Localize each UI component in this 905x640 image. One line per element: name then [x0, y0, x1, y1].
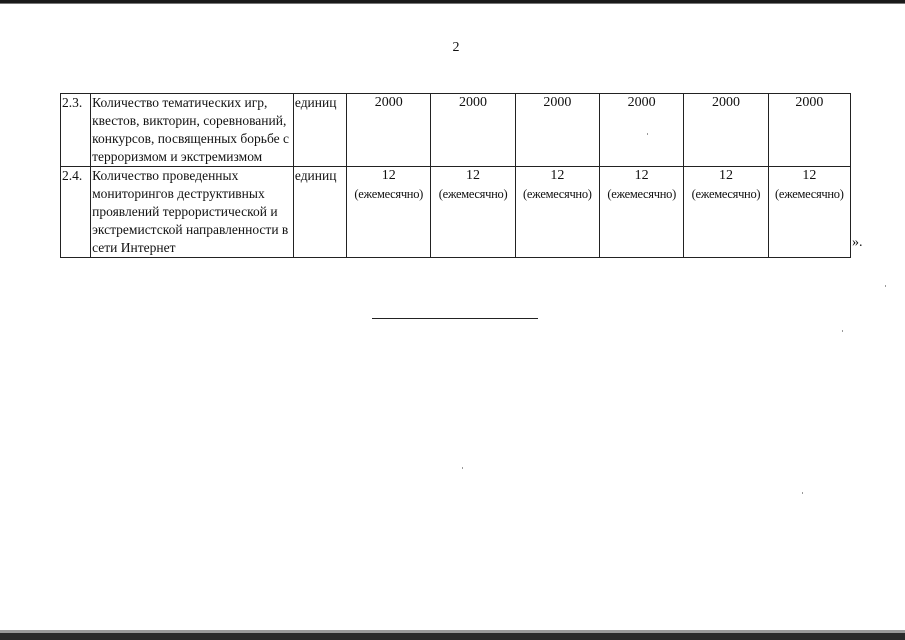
row-value: 12	[634, 168, 649, 183]
row-value-note: (ежемесячно)	[523, 187, 592, 201]
table-row	[61, 94, 851, 167]
row-number: 2.4.	[61, 167, 91, 258]
scan-edge-top-shadow	[0, 3, 905, 4]
row-value-cell	[684, 167, 768, 258]
scan-speck	[647, 133, 648, 135]
table-row	[61, 167, 851, 258]
row-value-cell	[347, 167, 431, 258]
page-number: 2	[452, 40, 460, 55]
row-value-cell	[515, 167, 599, 258]
row-value-note: (ежемесячно)	[775, 187, 844, 201]
row-unit: единиц	[293, 94, 346, 167]
row-value-cell	[600, 167, 684, 258]
scan-speck	[462, 467, 463, 469]
row-value: 12	[466, 168, 481, 183]
row-value: 2000	[347, 94, 431, 167]
closing-quote: ».	[852, 235, 863, 250]
row-value: 12	[381, 168, 396, 183]
row-value-note: (ежемесячно)	[691, 187, 761, 201]
row-value: 2000	[768, 94, 850, 167]
row-value-cell	[768, 167, 850, 258]
row-number: 2.3.	[61, 94, 91, 167]
indicators-table	[60, 93, 851, 258]
row-value-note: (ежемесячно)	[354, 187, 424, 201]
row-value: 2000	[515, 94, 599, 167]
row-description: Количество тематических игр, квестов, викторин, соревнований, конкурсов, посвященных борьбе с терроризмом и экстремизмом	[91, 94, 294, 167]
row-value: 2000	[431, 94, 515, 167]
row-value: 12	[550, 168, 565, 183]
separator-line	[372, 318, 538, 319]
row-value: 12	[802, 168, 817, 183]
row-value-note: (ежемесячно)	[607, 187, 676, 201]
row-value: 2000	[684, 94, 768, 167]
row-value: 12	[718, 168, 733, 183]
scan-edge-bottom	[0, 633, 905, 640]
scan-speck	[885, 285, 886, 287]
row-unit: единиц	[293, 167, 346, 258]
row-description: Количество проведенных мониторингов деструктивных проявлений террористической и экстремистской направленности в сети Интернет	[91, 167, 294, 258]
scan-speck	[842, 330, 843, 332]
row-value-cell	[431, 167, 515, 258]
row-value-note: (ежемесячно)	[438, 187, 508, 201]
row-value: 2000	[600, 94, 684, 167]
scan-speck	[802, 492, 803, 494]
